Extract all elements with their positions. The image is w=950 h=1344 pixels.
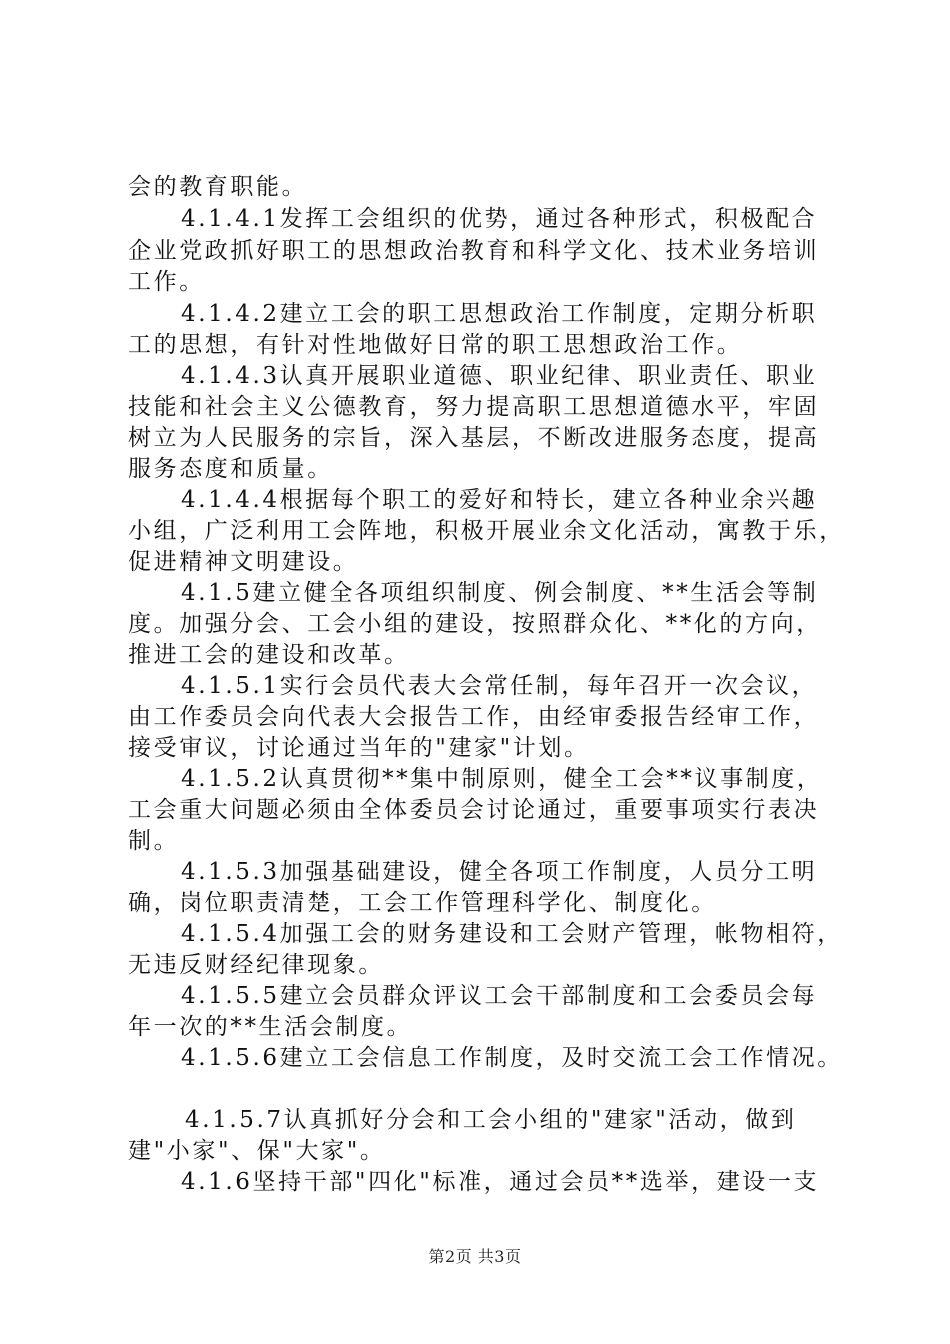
text-line: 4.1.5.3加强基础建设，健全各项工作制度，人员分工明: [181, 859, 818, 885]
text-line: 企业党政抓好职工的思想政治教育和科学文化、技术业务培训: [128, 238, 820, 264]
text-line: 年一次的**生活会制度。: [128, 1014, 413, 1040]
text-line: 4.1.5.4加强工会的财务建设和工会财产管理，帐物相符，: [181, 921, 843, 947]
text-line: 推进工会的建设和改革。: [128, 642, 410, 668]
text-line: 4.1.5.5建立会员群众评议工会干部制度和工会委员会每: [181, 983, 818, 1009]
text-line: 树立为人民服务的宗旨，深入基层，不断改进服务态度，提高: [128, 425, 820, 451]
text-line: 4.1.5.7认真抓好分会和工会小组的"建家"活动，做到: [185, 1107, 797, 1133]
text-line: 服务态度和质量。: [128, 456, 333, 482]
text-line: 由工作委员会向代表大会报告工作，由经审委报告经审工作，: [128, 704, 820, 730]
text-line: 工作。: [128, 269, 205, 295]
text-line: 4.1.4.3认真开展职业道德、职业纪律、职业责任、职业: [181, 363, 818, 389]
text-line: 小组，广泛利用工会阵地，积极开展业余文化活动，寓教于乐，: [128, 518, 845, 544]
text-line: 4.1.5.6建立工会信息工作制度，及时交流工会工作情况。: [181, 1045, 843, 1071]
text-line: 建"小家"、保"大家"。: [128, 1138, 386, 1164]
text-line: 促进精神文明建设。: [128, 549, 359, 575]
text-line: 4.1.5.2认真贯彻**集中制原则，健全工会**议事制度，: [181, 766, 823, 792]
text-line: 确，岗位职责清楚，工会工作管理科学化、制度化。: [128, 890, 717, 916]
text-line: 工会重大问题必须由全体委员会讨论通过，重要事项实行表决: [128, 797, 820, 823]
text-line: 4.1.5.1实行会员代表大会常任制，每年召开一次会议，: [181, 673, 818, 699]
text-line: 4.1.6坚持干部"四化"标准，通过会员**选举，建设一支: [181, 1169, 820, 1195]
text-line: 工的思想，有针对性地做好日常的职工思想政治工作。: [128, 332, 743, 358]
page-footer: 第2页 共3页: [428, 1247, 522, 1266]
text-line: 制。: [128, 828, 180, 854]
text-line: 4.1.5建立健全各项组织制度、例会制度、**生活会等制: [181, 580, 819, 606]
text-line: 4.1.4.1发挥工会组织的优势，通过各种形式，积极配合: [181, 206, 818, 232]
text-line: 4.1.4.4根据每个职工的爱好和特长，建立各种业余兴趣: [181, 487, 818, 513]
text-line: 会的教育职能。: [128, 174, 308, 200]
text-line: 度。加强分会、工会小组的建设，按照群众化、**化的方向，: [128, 611, 822, 637]
text-line: 接受审议，讨论通过当年的"建家"计划。: [128, 735, 590, 761]
text-line: 4.1.4.2建立工会的职工思想政治工作制度，定期分析职: [181, 301, 818, 327]
text-line: 无违反财经纪律现象。: [128, 952, 384, 978]
text-line: 技能和社会主义公德教育，努力提高职工思想道德水平，牢固: [128, 394, 820, 420]
